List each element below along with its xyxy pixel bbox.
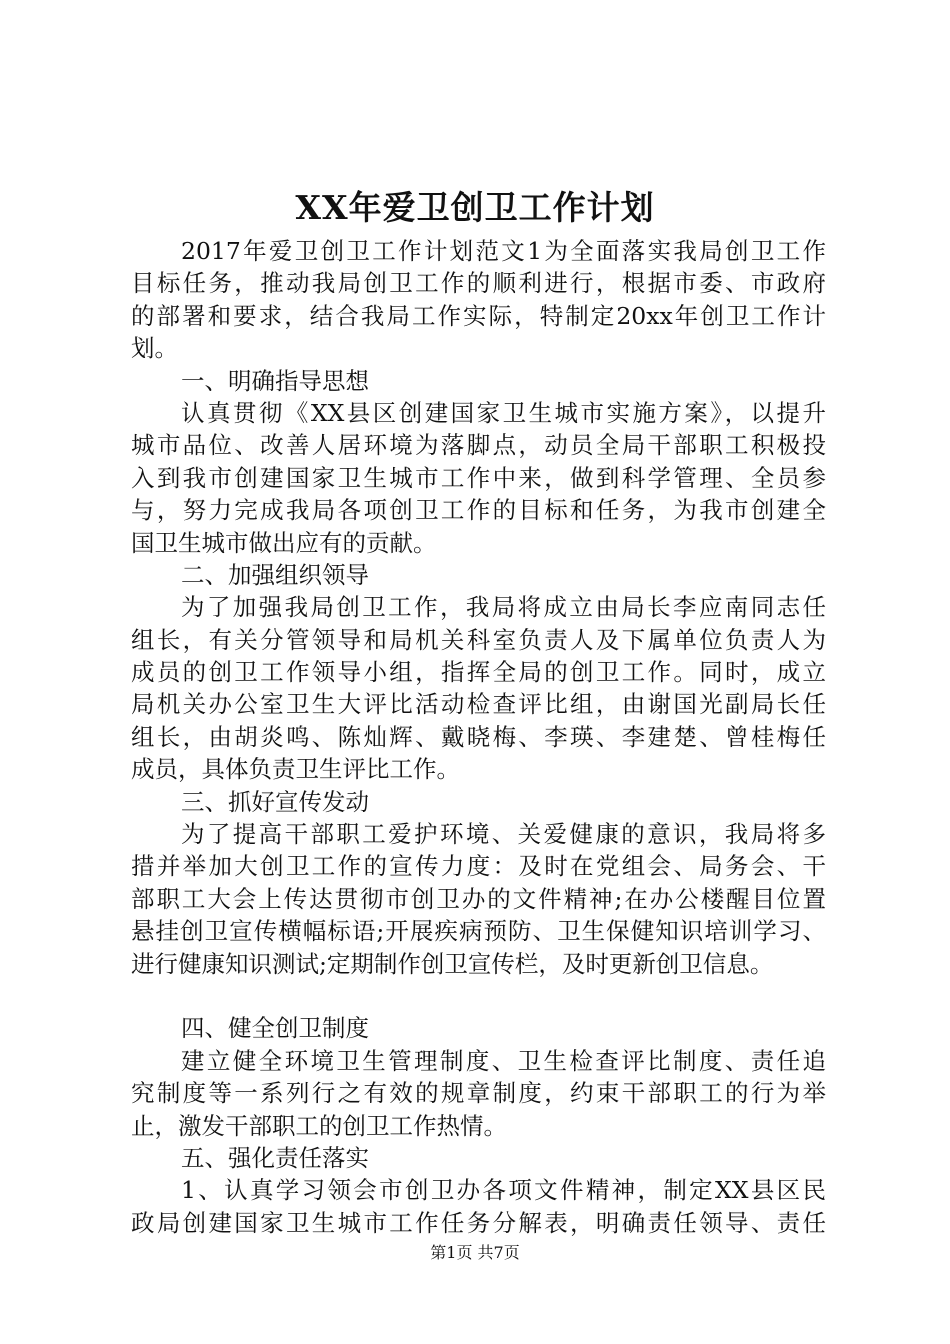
paragraph-line: 组长，由胡炎鸣、陈灿辉、戴晓梅、李瑛、李建楚、曾桂梅任 <box>131 722 826 751</box>
paragraph-line: 建立健全环境卫生管理制度、卫生检查评比制度、责任追 <box>181 1046 826 1075</box>
section-heading: 一、明确指导思想 <box>181 366 369 395</box>
paragraph-line: 部职工大会上传达贯彻市创卫办的文件精神;在办公楼醒目位置 <box>131 884 826 913</box>
paragraph-line: 止，激发干部职工的创卫工作热情。 <box>131 1111 507 1140</box>
paragraph-line: 究制度等一系列行之有效的规章制度，约束干部职工的行为举 <box>131 1079 826 1108</box>
paragraph-line: 政局创建国家卫生城市工作任务分解表，明确责任领导、责任 <box>131 1208 826 1237</box>
paragraph-line: 局机关办公室卫生大评比活动检查评比组，由谢国光副局长任 <box>131 690 826 719</box>
section-heading: 二、加强组织领导 <box>181 560 369 589</box>
paragraph-line: 的部署和要求，结合我局工作实际，特制定20xx年创卫工作计 <box>131 301 826 330</box>
paragraph-line: 为了加强我局创卫工作，我局将成立由局长李应南同志任 <box>181 593 826 622</box>
paragraph-line: 国卫生城市做出应有的贡献。 <box>131 528 437 557</box>
paragraph-line: 为了提高干部职工爱护环境、关爱健康的意识，我局将多 <box>181 820 826 849</box>
paragraph-line: 成员，具体负责卫生评比工作。 <box>131 755 460 784</box>
paragraph-line: 与，努力完成我局各项创卫工作的目标和任务，为我市创建全 <box>131 496 826 525</box>
paragraph-line: 入到我市创建国家卫生城市工作中来，做到科学管理、全员参 <box>131 463 826 492</box>
paragraph-line: 组长，有关分管领导和局机关科室负责人及下属单位负责人为 <box>131 625 826 654</box>
paragraph-line: 措并举加大创卫工作的宣传力度：及时在党组会、局务会、干 <box>131 852 826 881</box>
paragraph-line: 2017年爱卫创卫工作计划范文1为全面落实我局创卫工作 <box>181 237 826 265</box>
section-heading: 四、健全创卫制度 <box>181 1014 369 1043</box>
section-heading: 五、强化责任落实 <box>181 1143 369 1172</box>
paragraph-line: 成员的创卫工作领导小组，指挥全局的创卫工作。同时，成立 <box>131 658 826 687</box>
document-title: XX年爱卫创卫工作计划 <box>295 188 655 227</box>
paragraph-line: 进行健康知识测试;定期制作创卫宣传栏，及时更新创卫信息。 <box>131 949 774 978</box>
document-body <box>131 235 826 1239</box>
paragraph-line: 1、认真学习领会市创卫办各项文件精神，制定XX县区民 <box>181 1176 826 1205</box>
paragraph-line: 悬挂创卫宣传横幅标语;开展疾病预防、卫生保健知识培训学习、 <box>131 917 826 946</box>
blank-line <box>131 980 826 1012</box>
page-footer: 第1页 共7页 <box>430 1243 520 1262</box>
paragraph-line: 城市品位、改善人居环境为落脚点，动员全局干部职工积极投 <box>131 431 826 460</box>
paragraph-line: 目标任务，推动我局创卫工作的顺利进行，根据市委、市政府 <box>131 269 826 298</box>
section-heading: 三、抓好宣传发动 <box>181 787 369 816</box>
paragraph-line: 划。 <box>131 334 178 363</box>
paragraph-line: 认真贯彻《XX县区创建国家卫生城市实施方案》，以提升 <box>181 398 826 427</box>
